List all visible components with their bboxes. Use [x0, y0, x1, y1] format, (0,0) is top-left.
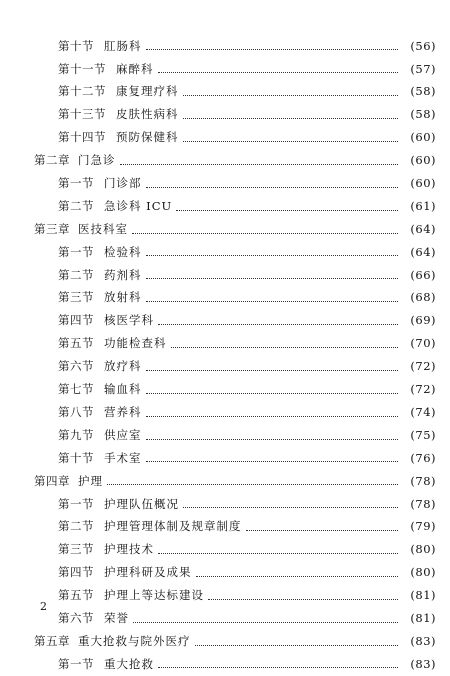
toc-entry-heading — [58, 198, 398, 213]
toc-entry-number: 第十一节 — [58, 61, 106, 76]
toc-entry-heading — [34, 473, 398, 488]
toc-entry-number: 第三章 — [34, 221, 70, 236]
toc-section-row — [0, 264, 450, 287]
toc-entry-number: 第二节 — [58, 519, 94, 534]
toc-entry-page: (79) — [410, 519, 436, 534]
toc-entry-title: 预防保健科 — [116, 130, 179, 145]
toc-section-row — [0, 127, 450, 150]
dot-leader — [146, 369, 399, 371]
toc-section-row — [0, 104, 450, 127]
toc-entry-page: (76) — [410, 450, 436, 465]
dot-leader — [146, 186, 399, 188]
toc-entry-heading — [34, 633, 398, 648]
toc-entry-number: 第一节 — [58, 496, 94, 511]
toc-entry-heading — [58, 338, 398, 350]
toc-entry-heading — [58, 404, 398, 419]
dot-leader — [171, 346, 399, 348]
toc-section-row — [0, 607, 450, 630]
dot-leader — [107, 483, 398, 485]
toc-entry-page: (60) — [410, 153, 436, 168]
toc-entry-number: 第十三节 — [58, 107, 106, 122]
toc-entry-page: (61) — [410, 198, 436, 213]
toc-entry-title: 麻醉科 — [116, 61, 154, 76]
toc-entry-title: 重大抢救与院外医疗 — [78, 633, 191, 648]
toc-entry-page: (83) — [410, 633, 436, 648]
toc-entry-page: (70) — [410, 336, 436, 351]
toc-entry-number: 第六节 — [58, 610, 94, 625]
toc-entry-title: 护理管理体制及规章制度 — [104, 519, 242, 534]
toc-entry-title: 供应室 — [104, 427, 142, 442]
toc-entry-page: (80) — [410, 565, 436, 580]
toc-entry-page: (64) — [410, 221, 436, 236]
toc-entry-title: 营养科 — [104, 404, 142, 419]
toc-entry-page: (81) — [410, 610, 436, 625]
toc-entry-title: 医技科室 — [78, 221, 128, 236]
toc-entry-number: 第二节 — [58, 198, 94, 213]
toc-entry-heading — [58, 361, 398, 373]
toc-entry-heading — [58, 450, 398, 465]
toc-chapter-row — [0, 470, 450, 493]
toc-entry-number: 第四节 — [58, 313, 94, 328]
toc-entry-page: (74) — [410, 404, 436, 419]
toc-entry-number: 第五节 — [58, 336, 94, 351]
toc-section-row — [0, 333, 450, 356]
dot-leader — [246, 529, 399, 531]
toc-entry-title: 荣誉 — [104, 610, 129, 625]
toc-section-row — [0, 58, 450, 81]
toc-entry-title: 输血科 — [104, 382, 142, 397]
toc-entry-number: 第二节 — [58, 267, 94, 282]
toc-entry-title: 核医学科 — [104, 313, 154, 328]
dot-leader — [120, 163, 399, 165]
toc-entry-number: 第四节 — [58, 565, 94, 580]
toc-entry-heading — [58, 656, 398, 671]
toc-entry-number: 第十节 — [58, 38, 94, 53]
toc-section-row — [0, 355, 450, 378]
toc-section-row — [0, 424, 450, 447]
toc-entry-page: (56) — [410, 38, 436, 53]
toc-chapter-row — [0, 149, 450, 172]
toc-section-row — [0, 561, 450, 584]
toc-entry-number: 第十节 — [58, 450, 94, 465]
toc-entry-page: (60) — [410, 176, 436, 191]
toc-entry-number: 第十四节 — [58, 130, 106, 145]
toc-entry-heading — [58, 61, 398, 76]
toc-entry-title: 功能检查科 — [104, 336, 167, 351]
toc-entry-number: 第一节 — [58, 656, 94, 671]
toc-section-row — [0, 539, 450, 562]
toc-entry-heading — [58, 109, 398, 121]
toc-entry-title: 护理上等达标建设 — [104, 588, 204, 603]
toc-entry-page: (58) — [410, 84, 436, 99]
toc-entry-page: (78) — [410, 496, 436, 511]
toc-entry-page: (78) — [410, 473, 436, 488]
toc-section-row — [0, 172, 450, 195]
toc-section-row — [0, 35, 450, 58]
toc-entry-heading — [58, 38, 398, 53]
toc-entry-heading — [58, 496, 398, 511]
toc-entry-heading — [58, 610, 398, 625]
toc-entry-page: (58) — [410, 107, 436, 122]
dot-leader — [146, 438, 399, 440]
toc-entry-number: 第九节 — [58, 427, 94, 442]
toc-entry-number: 第十二节 — [58, 84, 106, 99]
dot-leader — [146, 392, 399, 394]
toc-entry-title: 皮肤性病科 — [116, 107, 179, 122]
toc-entry-number: 第五节 — [58, 588, 94, 603]
toc-entry-heading — [34, 221, 398, 236]
dot-leader — [158, 666, 398, 668]
dot-leader — [146, 277, 399, 279]
dot-leader — [146, 48, 399, 50]
toc-entry-number: 第八节 — [58, 404, 94, 419]
toc-entry-title: 门急诊 — [78, 153, 116, 168]
toc-entry-heading — [58, 132, 398, 144]
toc-entry-page: (57) — [410, 61, 436, 76]
toc-entry-title: 康复理疗科 — [116, 84, 179, 99]
toc-section-row — [0, 401, 450, 424]
dot-leader — [183, 94, 399, 96]
toc-entry-title: 急诊科 ICU — [104, 198, 173, 213]
toc-entry-number: 第七节 — [58, 382, 94, 397]
dot-leader — [183, 117, 399, 119]
dot-leader — [133, 621, 398, 623]
toc-entry-number: 第一节 — [58, 244, 94, 259]
dot-leader — [146, 300, 399, 302]
toc-entry-heading — [58, 267, 398, 282]
toc-entry-page: (68) — [410, 290, 436, 305]
toc-entry-page: (80) — [410, 542, 436, 557]
dot-leader — [183, 506, 398, 508]
toc-chapter-row — [0, 630, 450, 653]
toc-entry-page: (83) — [410, 656, 436, 671]
toc-entry-page: (72) — [410, 359, 436, 374]
toc-section-row — [0, 378, 450, 401]
toc-section-row — [0, 584, 450, 607]
toc-entry-heading — [58, 315, 398, 327]
dot-leader — [146, 460, 399, 462]
toc-entry-page: (60) — [410, 130, 436, 145]
toc-entry-heading — [58, 427, 398, 442]
toc-entry-title: 手术室 — [104, 450, 142, 465]
toc-entry-page: (66) — [410, 267, 436, 282]
toc-entry-heading — [58, 244, 398, 259]
toc-section-row — [0, 310, 450, 333]
toc-entry-title: 放射科 — [104, 290, 142, 305]
toc-section-row — [0, 81, 450, 104]
toc-entry-heading — [58, 178, 398, 190]
toc-section-row — [0, 241, 450, 264]
toc-entry-heading — [58, 544, 398, 556]
dot-leader — [183, 140, 399, 142]
dot-leader — [208, 598, 398, 600]
toc-entry-heading — [58, 590, 398, 602]
toc-entry-title: 药剂科 — [104, 267, 142, 282]
toc-entry-heading — [34, 155, 398, 167]
dot-leader — [196, 575, 399, 577]
toc-entry-page: (75) — [410, 427, 436, 442]
toc-entry-title: 护理科研及成果 — [104, 565, 192, 580]
toc-section-row — [0, 516, 450, 539]
dot-leader — [146, 254, 399, 256]
toc-entry-page: (81) — [410, 588, 436, 603]
toc-entry-page: (69) — [410, 313, 436, 328]
toc-section-row — [0, 653, 450, 676]
dot-leader — [146, 415, 399, 417]
toc-entry-title: 重大抢救 — [104, 656, 154, 671]
toc-entry-title: 护理技术 — [104, 542, 154, 557]
toc-section-row — [0, 447, 450, 470]
dot-leader — [195, 644, 399, 646]
toc-section-row — [0, 287, 450, 310]
toc-entry-number: 第一节 — [58, 176, 94, 191]
toc-entry-number: 第三节 — [58, 290, 94, 305]
toc-entry-title: 门诊部 — [104, 176, 142, 191]
toc-entry-heading — [58, 567, 398, 579]
toc-entry-heading — [58, 292, 398, 304]
toc-entry-number: 第四章 — [34, 473, 70, 488]
table-of-contents — [0, 35, 450, 676]
toc-entry-number: 第六节 — [58, 359, 94, 374]
dot-leader — [158, 71, 399, 73]
toc-entry-title: 放疗科 — [104, 359, 142, 374]
toc-entry-page: (64) — [410, 244, 436, 259]
toc-section-row — [0, 493, 450, 516]
toc-section-row — [0, 195, 450, 218]
toc-entry-page: (72) — [410, 382, 436, 397]
dot-leader — [132, 232, 398, 234]
toc-entry-title: 检验科 — [104, 244, 142, 259]
toc-entry-title: 护理队伍概况 — [104, 496, 179, 511]
toc-chapter-row — [0, 218, 450, 241]
toc-entry-title: 护理 — [78, 473, 103, 488]
toc-entry-heading — [58, 521, 398, 533]
toc-entry-number: 第五章 — [34, 633, 70, 648]
toc-entry-title: 肛肠科 — [104, 38, 142, 53]
toc-entry-heading — [58, 86, 398, 98]
dot-leader — [176, 209, 398, 211]
toc-entry-number: 第二章 — [34, 153, 70, 168]
dot-leader — [158, 323, 398, 325]
dot-leader — [158, 552, 398, 554]
toc-entry-number: 第三节 — [58, 542, 94, 557]
page-number: 2 — [40, 600, 47, 613]
toc-entry-heading — [58, 384, 398, 396]
